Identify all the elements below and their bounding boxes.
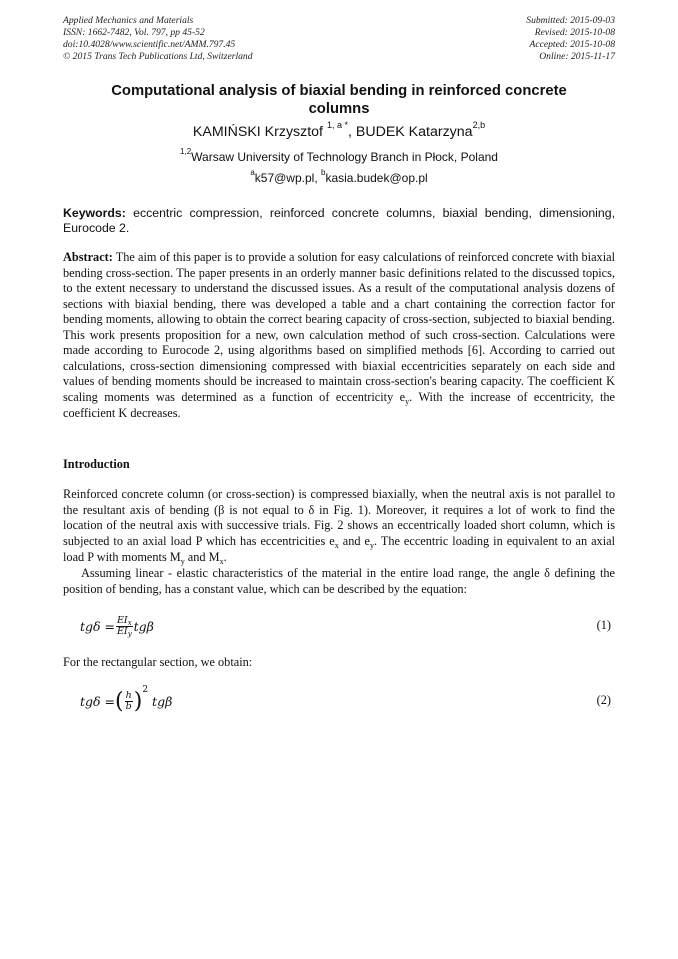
accepted-date: Accepted: 2015-10-08 [529, 39, 615, 50]
eq1-denominator-text: EI [117, 625, 128, 637]
eq2-denominator: b [125, 700, 132, 712]
revised-date: Revised: 2015-10-08 [534, 27, 615, 38]
eq1-rhs: tgβ [133, 618, 154, 634]
subscript-x: x [334, 540, 339, 550]
eq2-numerator: h [125, 689, 132, 701]
keywords [63, 206, 615, 236]
section-heading-introduction: Introduction [63, 457, 130, 471]
online-date: Online: 2015-11-17 [539, 51, 615, 62]
author-2: BUDEK Katarzyna [355, 124, 473, 140]
journal-name: Applied Mechanics and Materials [63, 15, 194, 26]
title-line-2: columns [308, 101, 370, 117]
equation-2-number: (2) [596, 693, 611, 707]
eq1-denominator [116, 627, 133, 637]
eq1-numerator-text: EI [117, 614, 128, 626]
subscript-x-2: x [219, 557, 224, 566]
abstract [63, 250, 615, 422]
intro-text-d: and M [184, 550, 220, 564]
email-a-sup: a [250, 168, 255, 177]
equation-1-number: (1) [596, 618, 611, 632]
eq2-lhs: tgδ = [80, 693, 115, 709]
eq2-rhs: tgβ [152, 693, 173, 709]
affiliation [63, 147, 615, 164]
abstract-label: Abstract: [63, 250, 113, 264]
email-separator: , [314, 171, 321, 185]
intro-paragraph-1 [63, 487, 615, 567]
doi-line: doi:10.4028/www.scientific.net/AMM.797.45 [63, 39, 236, 50]
affiliation-text: Warsaw University of Technology Branch in Płock, Poland [191, 150, 498, 164]
intro-text-b: and e [338, 533, 370, 548]
equation-1 [80, 609, 615, 643]
equation-1-body [80, 609, 154, 643]
abstract-subscript: y [405, 396, 410, 406]
submitted-date: Submitted: 2015-09-03 [526, 15, 615, 26]
author-1: KAMIŃSKI Krzysztof [192, 124, 327, 140]
author-2-affil: 2,b [472, 120, 486, 130]
eq1-lhs: tgδ = [80, 618, 115, 634]
author-separator: , [347, 124, 356, 140]
author-emails [63, 168, 615, 185]
intro-text-a: Reinforced concrete column (or cross-section) is compressed biaxially, when the neutral axis is not parallel to the resultant axis of bending (β is not equal to δ in Fig. 1). Moreover, it requires a lot of work to find the location of the neutral axis with successive trials. Fig. 2 shows an eccentrically loaded short column, which is subjected to an axial load P which has eccentricities e [63, 487, 615, 548]
eq2-fraction [125, 691, 133, 712]
intro-text-e: . [223, 550, 227, 564]
equation-2 [80, 684, 615, 718]
abstract-text: The aim of this paper is to provide a solution for easy calculations of reinforced concrete with biaxial bending cross-section. The paper presents in an orderly manner basic definitions related to the discussed topics, to the extent necessary to understand the discussed issues. As a result of the computational analysis dozens of sections with biaxial bending, there was developed a table and a chart containing the correction factor for bending moments, allowing to obtain the correct bearing capacity of cross-section, subjected to biaxial bending. This work presents proposition for a new, own calculation method of such cross-section. Calculations were made according to Eurocode 2, using algorithms based on simplified methods [6]. According to carried out calculations, cross-section dimensioning compressed with biaxial eccentricities separately on each side and values of bending moments should be increased to maintain cross-section's bearing capacity. The coefficient K scaling moments was determined as a function of eccentricity e [63, 250, 615, 404]
subscript-y: y [369, 540, 374, 550]
intro-paragraph-2: Assuming linear - elastic characteristics of the material in the entire load range, the angle δ defining the position of bending, has a constant value, which can be described by the equation: [63, 566, 615, 596]
eq2-exponent: 2 [142, 685, 149, 695]
subscript-y-2: y [180, 557, 185, 566]
affiliation-sup: 1,2 [180, 147, 192, 156]
eq1-numerator-sub: x [127, 618, 132, 627]
email-b[interactable]: kasia.budek@op.pl [325, 171, 428, 185]
abstract-text-end: . With the increase of eccentricity, the coefficient K decreases. [63, 389, 615, 420]
email-b-sup: b [320, 168, 326, 177]
keywords-text: eccentric compression, reinforced concrete columns, biaxial bending, dimensioning, Eurocode 2. [63, 206, 615, 235]
eq2-left-paren: ( [115, 688, 124, 714]
author-list [63, 120, 615, 140]
title-line-1: Computational analysis of biaxial bending in reinforced concrete [111, 83, 567, 99]
author-1-affil: 1, a * [326, 120, 348, 130]
eq2-right-paren: ) [133, 688, 143, 714]
dates-meta [526, 15, 615, 63]
journal-meta [63, 15, 253, 63]
email-a[interactable]: k57@wp.pl [254, 171, 315, 185]
eq1-denominator-sub: y [127, 629, 132, 638]
keywords-label: Keywords: [63, 206, 126, 220]
issn-line: ISSN: 1662-7482, Vol. 797, pp 45-52 [63, 27, 205, 38]
paper-title [63, 82, 615, 118]
eq1-fraction [116, 616, 133, 637]
rect-section-paragraph: For the rectangular section, we obtain: [63, 655, 253, 669]
copyright-line: © 2015 Trans Tech Publications Ltd, Switzerland [63, 51, 253, 62]
intro-text-c: . The eccentric loading in equivalent to an axial load P with moments M [63, 533, 615, 564]
equation-2-body [80, 684, 172, 718]
